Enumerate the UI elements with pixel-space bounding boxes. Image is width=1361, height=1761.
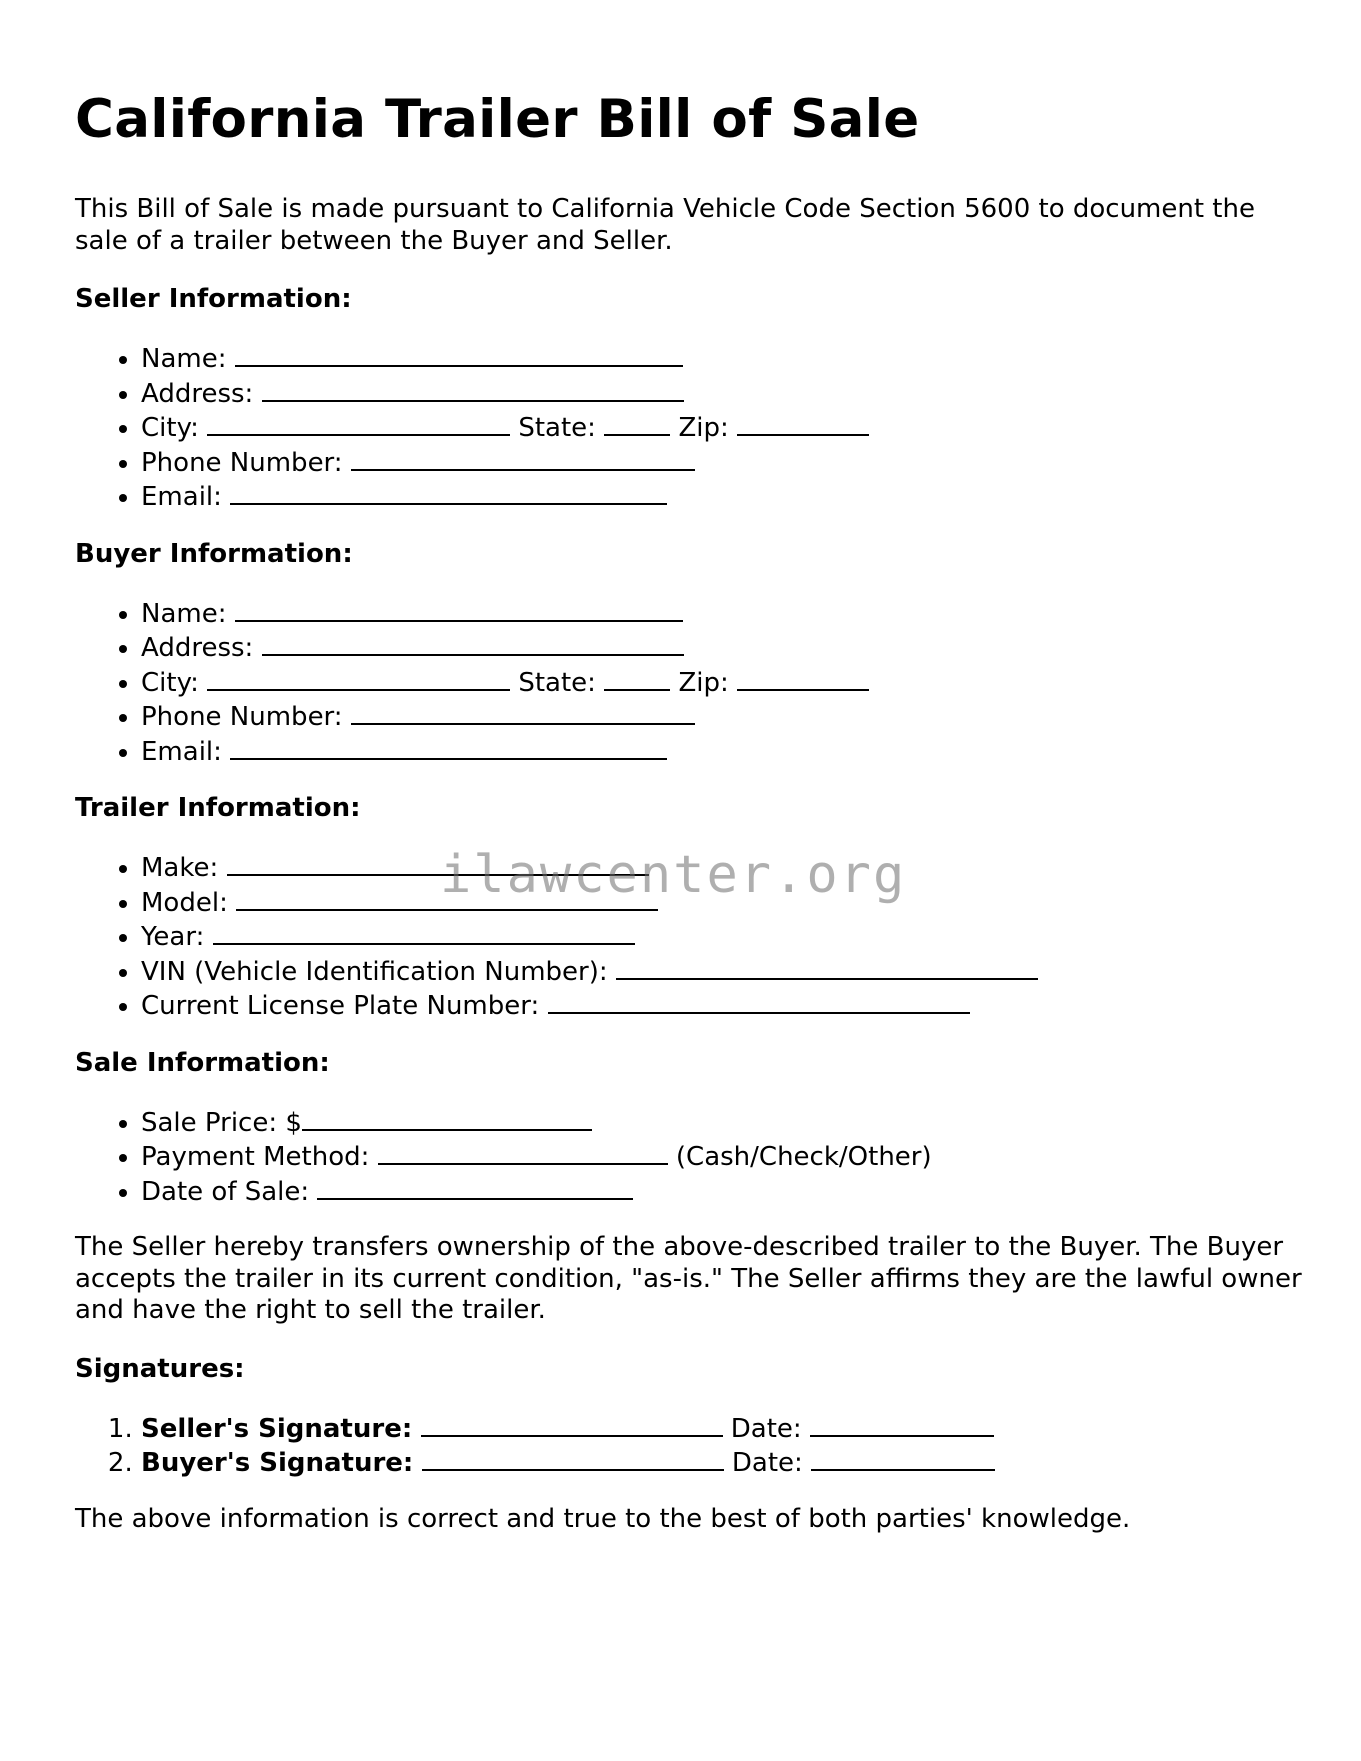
sale-date-label: Date of Sale: xyxy=(141,1176,310,1207)
seller-email-label: Email: xyxy=(141,482,222,512)
trailer-model-field[interactable] xyxy=(236,885,658,911)
seller-signature-item xyxy=(141,1411,1305,1446)
trailer-vin-item xyxy=(141,954,1305,989)
seller-address-label: Address: xyxy=(141,378,254,409)
sale-date-item xyxy=(141,1174,1305,1209)
seller-name-label: Name: xyxy=(141,344,227,374)
buyer-phone-label: Phone Number: xyxy=(141,702,343,732)
trailer-vin-label: VIN (Vehicle Identification Number): xyxy=(141,956,608,987)
seller-city-label: City: xyxy=(141,413,199,443)
watermark-text: ilawcenter.org xyxy=(440,845,907,905)
page-title: California Trailer Bill of Sale xyxy=(75,89,920,150)
buyer-signature-label: Buyer's Signature: xyxy=(141,1448,414,1478)
buyer-email-label: Email: xyxy=(141,736,222,767)
signatures-heading: Signatures: xyxy=(75,1353,245,1384)
seller-state-label: State: xyxy=(518,413,596,443)
sale-price-item xyxy=(141,1105,1305,1140)
buyer-email-item xyxy=(141,734,1305,769)
seller-name-item xyxy=(141,341,1305,376)
buyer-city-field[interactable] xyxy=(207,665,510,691)
buyer-name-field[interactable] xyxy=(235,596,683,622)
seller-address-field[interactable] xyxy=(262,376,684,402)
seller-phone-label: Phone Number: xyxy=(141,447,343,478)
document-page xyxy=(75,88,1305,1561)
trailer-vin-field[interactable] xyxy=(616,954,1038,980)
trailer-heading: Trailer Information: xyxy=(75,793,361,823)
seller-state-field[interactable] xyxy=(604,410,670,436)
signature-list xyxy=(75,1411,1305,1480)
seller-date-field[interactable] xyxy=(810,1411,994,1437)
trailer-plate-label: Current License Plate Number: xyxy=(141,991,540,1021)
buyer-address-field[interactable] xyxy=(262,630,684,656)
buyer-heading: Buyer Information: xyxy=(75,538,353,569)
buyer-zip-label: Zip: xyxy=(678,667,729,698)
closing-statement: The above information is correct and true to the best of both parties' knowledge. xyxy=(75,1503,1131,1534)
seller-name-field[interactable] xyxy=(235,341,683,367)
trailer-make-label: Make: xyxy=(141,853,219,883)
buyer-date-field[interactable] xyxy=(811,1445,995,1471)
trailer-model-item xyxy=(141,885,1305,920)
trailer-model-label: Model: xyxy=(141,887,228,918)
seller-city-item xyxy=(141,410,1305,445)
buyer-name-label: Name: xyxy=(141,598,227,629)
sale-heading: Sale Information: xyxy=(75,1047,330,1078)
buyer-phone-item xyxy=(141,699,1305,734)
trailer-year-item xyxy=(141,919,1305,954)
sale-payment-options: (Cash/Check/Other) xyxy=(675,1142,932,1172)
trailer-make-field[interactable] xyxy=(227,850,649,876)
seller-phone-item xyxy=(141,445,1305,480)
sale-price-field[interactable] xyxy=(302,1105,592,1131)
trailer-plate-field[interactable] xyxy=(548,988,970,1014)
seller-fields xyxy=(75,341,1305,514)
seller-zip-label: Zip: xyxy=(678,413,729,443)
sale-payment-item xyxy=(141,1139,1305,1174)
seller-address-item xyxy=(141,376,1305,411)
sale-price-label: Sale Price: $ xyxy=(141,1107,302,1138)
trailer-year-field[interactable] xyxy=(213,919,635,945)
sale-payment-label: Payment Method: xyxy=(141,1142,370,1172)
buyer-address-label: Address: xyxy=(141,633,254,663)
seller-heading: Seller Information: xyxy=(75,284,352,314)
buyer-email-field[interactable] xyxy=(230,734,667,760)
buyer-city-item xyxy=(141,665,1305,700)
trailer-make-item xyxy=(141,850,1305,885)
sale-date-field[interactable] xyxy=(317,1174,633,1200)
buyer-fields xyxy=(75,596,1305,769)
trailer-year-label: Year: xyxy=(141,922,205,952)
buyer-signature-item xyxy=(141,1445,1305,1480)
buyer-name-item xyxy=(141,596,1305,631)
intro-paragraph: This Bill of Sale is made pursuant to California Vehicle Code Section 5600 to document the sale of a trailer between the Buyer and Seller. xyxy=(75,194,1255,256)
seller-signature-field[interactable] xyxy=(421,1411,723,1437)
trailer-fields xyxy=(75,850,1305,1023)
buyer-zip-field[interactable] xyxy=(737,665,869,691)
seller-zip-field[interactable] xyxy=(737,410,869,436)
buyer-state-field[interactable] xyxy=(604,665,670,691)
buyer-phone-field[interactable] xyxy=(351,699,695,725)
transfer-paragraph: The Seller hereby transfers ownership of the above-described trailer to the Buyer. The Buyer accepts the trailer in its current condition, "as-is." The Seller affirms they are the lawful owner and have the right to sell the trailer. xyxy=(75,1232,1302,1325)
seller-phone-field[interactable] xyxy=(351,445,695,471)
buyer-city-label: City: xyxy=(141,667,199,698)
buyer-address-item xyxy=(141,630,1305,665)
buyer-signature-field[interactable] xyxy=(422,1445,724,1471)
trailer-plate-item xyxy=(141,988,1305,1023)
seller-email-field[interactable] xyxy=(230,479,667,505)
seller-date-label: Date: xyxy=(730,1413,802,1444)
buyer-date-label: Date: xyxy=(731,1448,803,1478)
seller-signature-label: Seller's Signature: xyxy=(141,1413,413,1444)
buyer-state-label: State: xyxy=(518,667,596,698)
sale-fields xyxy=(75,1105,1305,1209)
seller-email-item xyxy=(141,479,1305,514)
sale-payment-field[interactable] xyxy=(378,1139,668,1165)
seller-city-field[interactable] xyxy=(207,410,510,436)
